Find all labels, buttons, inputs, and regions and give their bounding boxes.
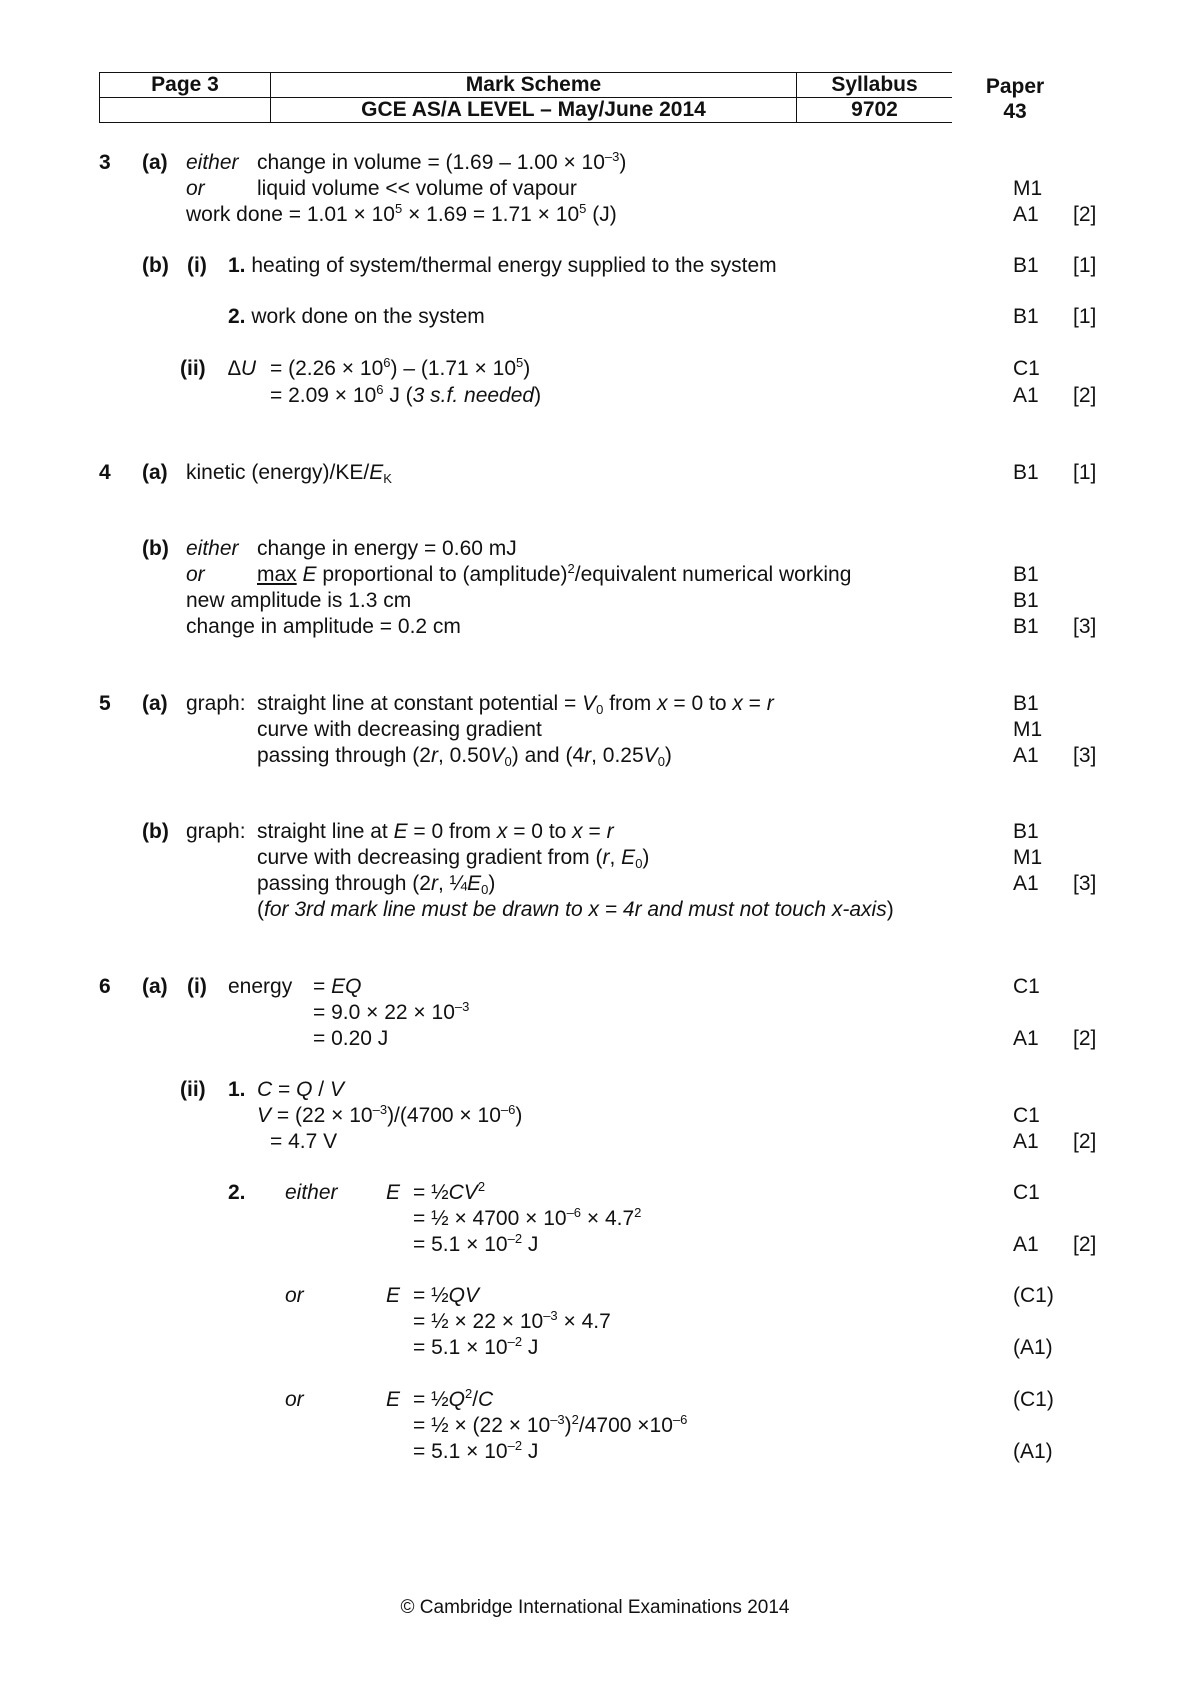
mark: B1 [1013, 305, 1039, 328]
part-label: (a) [142, 461, 168, 484]
or-label: or [186, 563, 205, 586]
or-label: or [285, 1284, 304, 1307]
answer-line: liquid volume << volume of vapour [257, 177, 577, 200]
answer-line: C = Q / V [257, 1078, 344, 1101]
mark: B1 [1013, 254, 1039, 277]
empty-cell [100, 98, 271, 123]
part-label: (a) [142, 975, 168, 998]
answer-line: = $5.1 \times 10^{-2}$ J [413, 1231, 539, 1256]
graph-label: graph: [186, 820, 246, 843]
paper-label: Paper [985, 75, 1045, 98]
mark: A1 [1013, 872, 1039, 895]
mark: A1 [1013, 1130, 1039, 1153]
subpart-label: (i) [187, 254, 207, 277]
question-number: 5 [99, 692, 111, 715]
mark-total: [1] [1073, 254, 1097, 277]
subpart-label: (ii) [180, 1078, 206, 1101]
mark: M1 [1013, 846, 1043, 869]
question-number: 3 [99, 151, 111, 174]
mark-total: [2] [1073, 1130, 1097, 1153]
mark-total: [2] [1073, 203, 1097, 226]
answer-line: = ½QV [413, 1284, 479, 1307]
mark-total: [3] [1073, 744, 1097, 767]
mark-total: [3] [1073, 615, 1097, 638]
symbol: ∆U [228, 357, 257, 380]
mark-scheme-label: Mark Scheme [271, 73, 797, 98]
symbol: E [386, 1388, 401, 1411]
either-label: either [186, 151, 239, 174]
answer-line: change in energy = 0.60 mJ [257, 537, 517, 560]
question-number: 4 [99, 461, 111, 484]
subpart-label: (ii) [180, 357, 206, 380]
part-label: (a) [142, 151, 168, 174]
mark: B1 [1013, 461, 1039, 484]
part-label: (b) [142, 820, 169, 843]
answer-line: curve with decreasing gradient [257, 718, 542, 741]
answer-line: passing through (2r, $\frac{1}{4}E_0$) [257, 872, 496, 897]
mark: (A1) [1013, 1440, 1053, 1463]
marking-note: (for 3rd mark line must be drawn to x = 4r and must not touch x-axis) [257, 898, 894, 921]
mark: B1 [1013, 820, 1039, 843]
header-table [99, 72, 952, 123]
question-number: 6 [99, 975, 111, 998]
mark-total: [2] [1073, 1233, 1097, 1256]
mark: C1 [1013, 1104, 1040, 1127]
mark-total: [1] [1073, 461, 1097, 484]
answer-line: = $\frac{1}{2}Q^2/C$ [413, 1386, 494, 1411]
part-label: (b) [142, 537, 169, 560]
answer-line: = $5.1 \times 10^{-2}$ J [413, 1438, 539, 1463]
mark: (A1) [1013, 1336, 1053, 1359]
answer-line: = 0.20 J [313, 1027, 389, 1050]
page-label: Page 3 [100, 73, 271, 98]
mark: C1 [1013, 357, 1040, 380]
mark: B1 [1013, 589, 1039, 612]
answer-line: = $2.09 \times 10^6$ J (3 s.f. needed) [270, 382, 542, 407]
graph-label: graph: [186, 692, 246, 715]
answer-label: energy [228, 975, 293, 998]
either-label: either [186, 537, 239, 560]
answer-line: straight line at E = 0 from x = 0 to x = r [257, 820, 614, 843]
syllabus-code: 9702 [797, 98, 953, 123]
mark: B1 [1013, 615, 1039, 638]
answer-line: 1. heating of system/thermal energy supplied to the system [228, 254, 777, 277]
either-label: either [285, 1181, 338, 1204]
mark-total: [3] [1073, 872, 1097, 895]
mark-total: [2] [1073, 1027, 1097, 1050]
exam-title: GCE AS/A LEVEL – May/June 2014 [271, 98, 797, 123]
answer-line: = EQ [313, 975, 362, 998]
mark: M1 [1013, 718, 1043, 741]
answer-line: = 4.7 V [270, 1130, 338, 1153]
mark: (C1) [1013, 1284, 1054, 1307]
mark-total: [1] [1073, 305, 1097, 328]
mark: B1 [1013, 563, 1039, 586]
answer-line: = $\frac{1}{2}CV^2$ [413, 1179, 486, 1204]
answer-line: work done = $1.01 \times 10^5 \times 1.69 = 1.71 \times 10^5$ (J) [186, 201, 617, 226]
subpart-label: (i) [187, 975, 207, 998]
mark: A1 [1013, 384, 1039, 407]
mark: A1 [1013, 744, 1039, 767]
copyright-footer: © Cambridge International Examinations 2014 [400, 1597, 790, 1618]
mark: A1 [1013, 1233, 1039, 1256]
symbol: E [386, 1181, 401, 1204]
answer-line: max E proportional to (amplitude)$^2$/equivalent numerical working [257, 561, 852, 586]
mark: B1 [1013, 692, 1039, 715]
mark-total: [2] [1073, 384, 1097, 407]
mark: M1 [1013, 177, 1043, 200]
mark: C1 [1013, 1181, 1040, 1204]
answer-line: = $(2.26 \times 10^6) - (1.71 \times 10^5)$ [270, 355, 531, 380]
symbol: E [386, 1284, 401, 1307]
answer-line: = ½ × $(22 \times 10^{-3})^2/4700 \times 10^{-6}$ [413, 1412, 688, 1437]
answer-line: = $5.1 \times 10^{-2}$ J [413, 1334, 539, 1359]
or-label: or [285, 1388, 304, 1411]
answer-line: = $9.0 \times 22 \times 10^{-3}$ [313, 999, 470, 1024]
answer-line: passing through (2r, $0.50V_0$) and (4r, $0.25V_0$) [257, 744, 672, 769]
part-label: (b) [142, 254, 169, 277]
mark: A1 [1013, 203, 1039, 226]
part-label: (a) [142, 692, 168, 715]
answer-line: new amplitude is 1.3 cm [186, 589, 412, 612]
mark: C1 [1013, 975, 1040, 998]
item-number: 1. [228, 1078, 246, 1101]
answer-line: = ½ × $4700 \times 10^{-6} \times 4.7^2$ [413, 1205, 642, 1230]
answer-line: kinetic $(energy)/KE/E_K$ [186, 461, 392, 486]
answer-line: change in amplitude = 0.2 cm [186, 615, 461, 638]
item-number: 2. [228, 1181, 246, 1204]
syllabus-label: Syllabus [797, 73, 953, 98]
or-label: or [186, 177, 205, 200]
answer-line: curve with decreasing gradient from (r, $E_0$) [257, 846, 650, 871]
mark: A1 [1013, 1027, 1039, 1050]
answer-line: = ½ × $22 \times 10^{-3} \times 4.7$ [413, 1308, 611, 1333]
answer-line: $V = (22 \times 10^{-3})/(4700 \times 10^{-6})$ [257, 1102, 523, 1127]
answer-line: change in volume = $(1.69 - 1.00 \times 10^{-3})$ [257, 149, 627, 174]
mark: (C1) [1013, 1388, 1054, 1411]
paper-number: 43 [1003, 100, 1027, 123]
answer-line: straight line at constant potential = $V_0$ from x = 0 to x = r [257, 692, 774, 717]
answer-line: 2. work done on the system [228, 305, 485, 328]
